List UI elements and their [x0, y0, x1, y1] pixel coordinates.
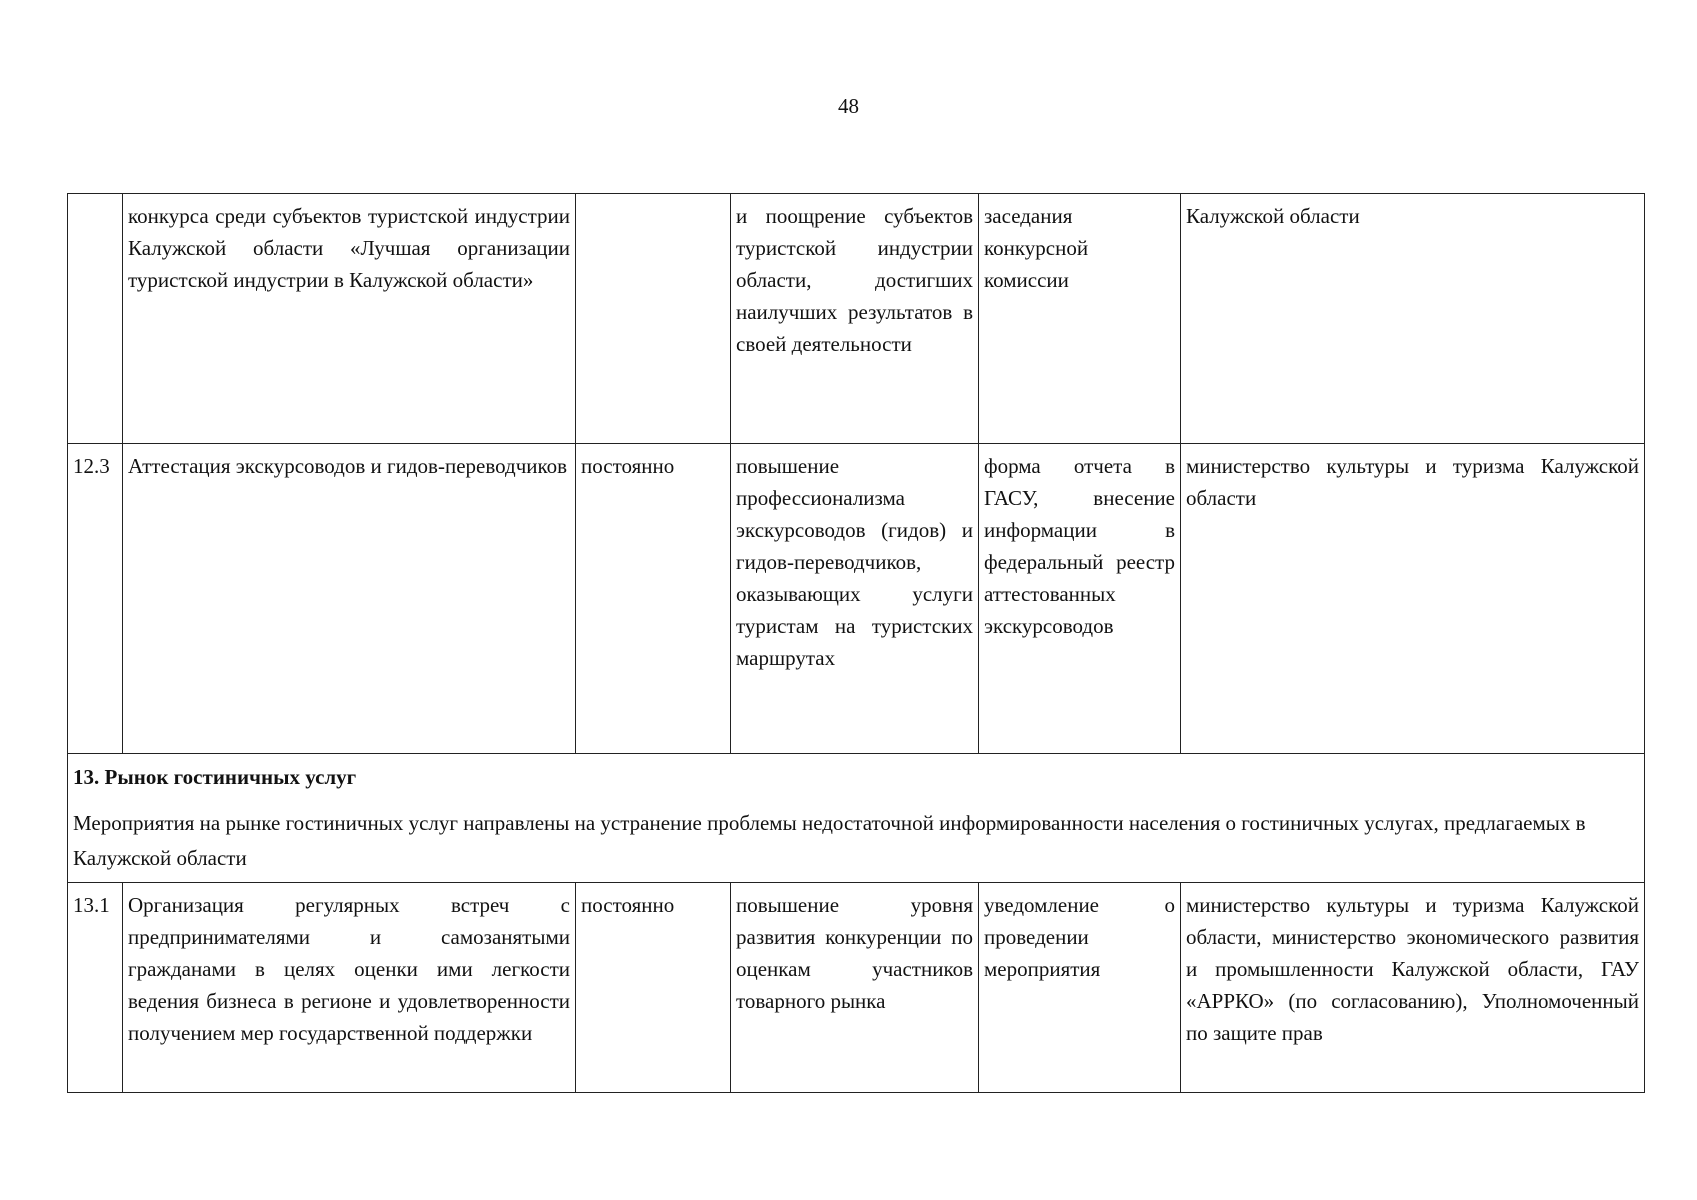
measure-responsible-text: министерство культуры и туризма Калужской области — [1186, 454, 1639, 510]
measure-responsible-text: министерство культуры и туризма Калужской области, министерство экономического развития и промышленности Калужской области, ГАУ «АРРКО» (по согласованию), Уполномоченный по защите прав — [1186, 893, 1639, 1045]
measure-result-text: и поощрение субъектов туристской индустрии области, достигших наилучших результатов в своей деятельности — [736, 204, 973, 356]
table-row — [68, 194, 1645, 444]
section-description: Мероприятия на рынке гостиничных услуг направлены на устранение проблемы недостаточной информированности населения о гостиничных услугах, предлагаемых в Калужской области — [73, 811, 1586, 870]
section-row — [68, 754, 1645, 883]
measure-report-text: форма отчета в ГАСУ, внесение информации в федеральный реестр аттестованных экскурсоводов — [984, 454, 1175, 638]
measure-term — [576, 194, 731, 444]
measure-term: постоянно — [576, 883, 731, 1093]
measures-table — [67, 193, 1645, 1093]
measure-result-text: повышение уровня развития конкуренции по оценкам участников товарного рынка — [736, 893, 973, 1013]
measure-name-text: конкурса среди субъектов туристской индустрии Калужской области «Лучшая организации туристской индустрии в Калужской области» — [128, 204, 570, 292]
measure-name-text: Аттестация экскурсоводов и гидов-переводчиков — [128, 454, 568, 478]
measure-name — [123, 883, 576, 1093]
measure-name — [123, 194, 576, 444]
measure-report — [979, 444, 1181, 754]
row-number: 12.3 — [68, 444, 123, 754]
measure-responsible — [1181, 883, 1645, 1093]
row-number: 13.1 — [68, 883, 123, 1093]
measure-name — [123, 444, 576, 754]
measure-result — [731, 883, 979, 1093]
measure-result — [731, 194, 979, 444]
measure-responsible — [1181, 194, 1645, 444]
measure-name-text: Организация регулярных встреч с предпринимателями и самозанятыми гражданами в целях оценки ими легкости ведения бизнеса в регионе и удовлетворенности получением мер государственной поддержки — [128, 893, 570, 1045]
table-row — [68, 444, 1645, 754]
measure-term: постоянно — [576, 444, 731, 754]
measure-report-text: заседания конкурсной комиссии — [984, 204, 1089, 292]
section-cell — [68, 754, 1645, 883]
measure-report — [979, 194, 1181, 444]
measure-result-text: повышение профессионализма экскурсоводов (гидов) и гидов-переводчиков, оказывающих услуги туристам на туристских маршрутах — [736, 454, 973, 670]
measure-responsible — [1181, 444, 1645, 754]
measure-responsible-text: Калужской области — [1186, 204, 1360, 228]
page-number: 48 — [838, 94, 859, 118]
section-title: 13. Рынок гостиничных услуг — [73, 765, 357, 789]
measure-report — [979, 883, 1181, 1093]
row-number — [68, 194, 123, 444]
table-row — [68, 883, 1645, 1093]
measure-result — [731, 444, 979, 754]
measure-report-text: уведомление о проведении мероприятия — [984, 893, 1175, 981]
